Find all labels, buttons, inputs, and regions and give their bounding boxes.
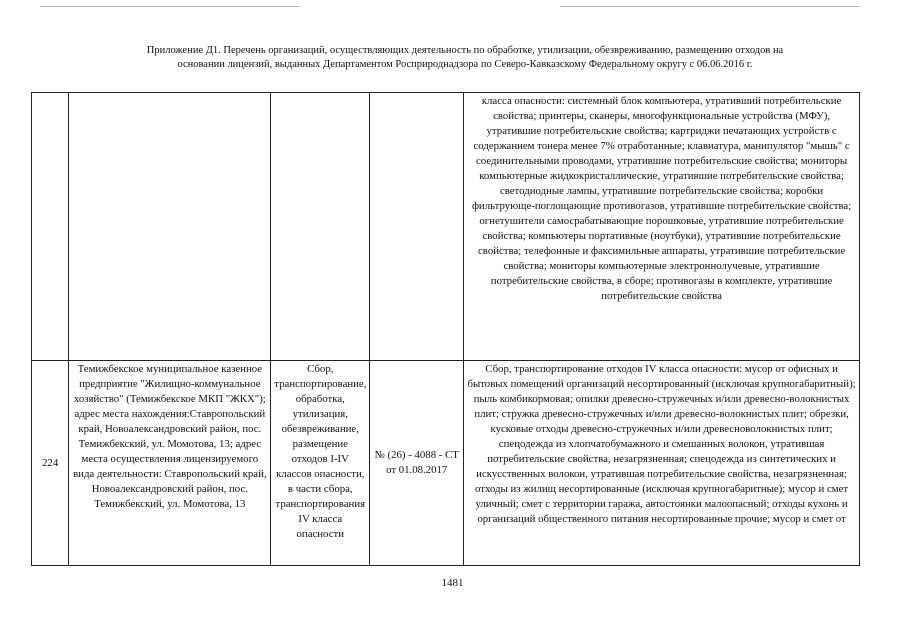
license-cell — [370, 93, 464, 361]
license-cell: № (26) - 4088 - СТ от 01.08.2017 — [370, 361, 464, 566]
waste-types-cell: Сбор, транспортирование отходов IV класса опасности: мусор от офисных и бытовых помещений организаций несортированный (исключая крупногабаритный); пыль комбикормовая; опилки древесно-стружечных и/или древесно-волокнистых плит; стружка древесно-стружечных и/или древесно-волокнистых плит; обрезки, кусковые отходы древесно-стружечных и/или древесноволокнистых плит; спецодежда из хлопчатобумажного и смешанных волокон, утратившая потребительские свойства, незагрязненная; спецодежда из синтетических и искусственных волокон, утратившая потребительские свойства, незагрязненная; отходы из жилищ несортированные (исключая крупногабаритные); мусор и смет уличный; смет с территории гаража, автостоянки малоопасный; отходы кухонь и организаций общественного питания несортированные прочие; мусор и смет от — [464, 361, 860, 566]
scan-artifact-line — [40, 6, 300, 7]
organization-cell — [69, 93, 271, 361]
scan-artifact-line — [560, 6, 860, 7]
waste-types-cell: класса опасности: системный блок компьютера, утративший потребительские свойства; принтеры, сканеры, многофункциональные устройства (МФУ), утратившие потребительские свойства; картриджи печатающих устройств с содержанием тонера менее 7% отработанные; клавиатура, манипулятор "мышь" с соединительными проводами, утратившие потребительские свойства; мониторы компьютерные жидкокристаллические, утратившие потребительские свойства; светодиодные лампы, утратившие потребительские свойства; коробки фильтрующе-поглощающие противогазов, утратившие потребительские свойства; огнетушители самосрабатывающие порошковые, утратившие потребительские свойства; компьютеры портативные (ноутбуки), утратившие потребительские свойства; телефонные и факсимильные аппараты, утратившие потребительские свойства; мониторы компьютерные электроннолучевые, утратившие потребительские свойства, в сборе; противогазы в комплекте, утратившие потребительские свойства — [464, 93, 860, 361]
header-line-1: Приложение Д1. Перечень организаций, осуществляющих деятельность по обработке, утилизации, обезвреживанию, размещению отходов на — [146, 45, 784, 56]
activity-cell — [271, 93, 370, 361]
row-number-cell: 224 — [32, 361, 69, 566]
document-header — [60, 44, 870, 72]
row-number-cell — [32, 93, 69, 361]
page-number: 1481 — [441, 577, 464, 589]
activity-cell: Сбор, транспортирование, обработка, утилизация, обезвреживание, размещение отходов I-IV классов опасности, в части сбора, транспортирования IV класса опасности — [271, 361, 370, 566]
table-row — [32, 361, 860, 566]
organizations-table — [31, 92, 860, 566]
organization-cell: Темижбекское муниципальное казенное предприятие "Жилищно-коммунальное хозяйство" (Темижбекское МКП "ЖКХ"); адрес места нахождения:Ставропольский край, Новоалександровский район, пос. Темижбекский, ул. Момотова, 13; адрес места осуществления лицензируемого вида деятельности: Ставропольский край, Новоалександровский район, пос. Темижбекский, ул. Момотова, 13 — [69, 361, 271, 566]
table-row — [32, 93, 860, 361]
header-line-2: основании лицензий, выданных Департаментом Росприроднадзора по Северо-Кавказскому Федеральному округу с 06.06.2016 г. — [177, 59, 753, 70]
